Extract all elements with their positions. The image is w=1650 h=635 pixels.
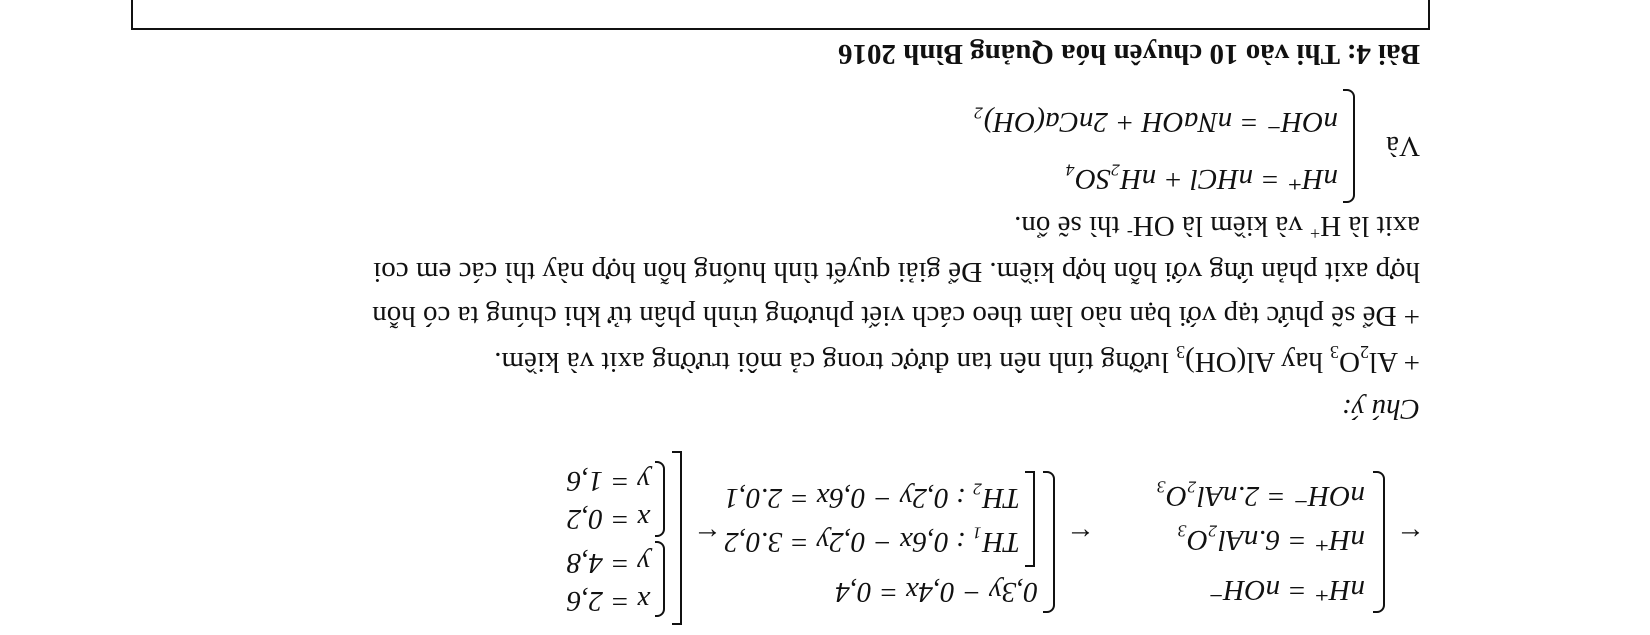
equation-line: TH₁ : 0,6x − 0,2y = 3.0,2: [724, 526, 1020, 558]
brace: [1373, 471, 1385, 613]
brace: [655, 541, 665, 617]
note-paragraph-2-line-3: axit là H+ và kiềm là OH- thì sẽ ổn.: [1014, 210, 1420, 244]
note-paragraph-2-line-1: + Để sẽ phức tạp với bạn nào làm theo cách viết phương trình phân tử khi chúng ta có hỗn: [372, 300, 1420, 332]
solution-x: x = 0,2: [566, 503, 650, 535]
arrow-symbol: ←: [1066, 521, 1095, 553]
equation-line: nH⁺ = 6.nAl₂O₃: [1177, 524, 1365, 556]
arrow-symbol: ←: [693, 521, 722, 553]
bracket: [1025, 471, 1035, 567]
box-border: [131, 0, 1430, 30]
brace: [1043, 471, 1055, 613]
arrow-symbol: ←: [1396, 521, 1425, 553]
solution-y: y = 1,6: [566, 465, 650, 497]
section-heading: Bài 4: Thi vào 10 chuyên hóa Quảng Bình 2016: [837, 38, 1420, 70]
note-paragraph-1: + $Al_2O_3$ hay $Al(OH)_3$ lưỡng tính nên tan được trong cả môi trường axit và kiềm.: [494, 342, 1420, 378]
brace: [655, 461, 665, 537]
bracket-left: [672, 451, 682, 625]
solution-x: x = 2,6: [566, 585, 650, 617]
equation-line: nH⁺ = nHCl + nH₂SO₄: [1065, 163, 1338, 195]
equation-line: nH⁺ = nOH⁻: [1208, 574, 1365, 606]
note-label: Chú ý:: [1341, 393, 1420, 425]
equation-line: nOH⁻ = nNaOH + 2nCa(OH)₂: [973, 106, 1338, 138]
va-label: Và: [1386, 130, 1420, 162]
equation-line: 0,3y − 0,4x = 0,4: [835, 576, 1038, 608]
brace: [1343, 89, 1355, 203]
equation-line: nOH⁻ = 2.nAl₂O₃: [1156, 480, 1365, 512]
note-paragraph-2-line-2: hợp axit phản ứng với hỗn hợp kiềm. Để giải quyết tình huống hỗn hợp này thì các em coi: [373, 256, 1420, 288]
solution-y: y = 4,8: [566, 547, 650, 579]
equation-line: TH₂ : 0,2y − 0,6x = 2.0,1: [724, 482, 1020, 514]
